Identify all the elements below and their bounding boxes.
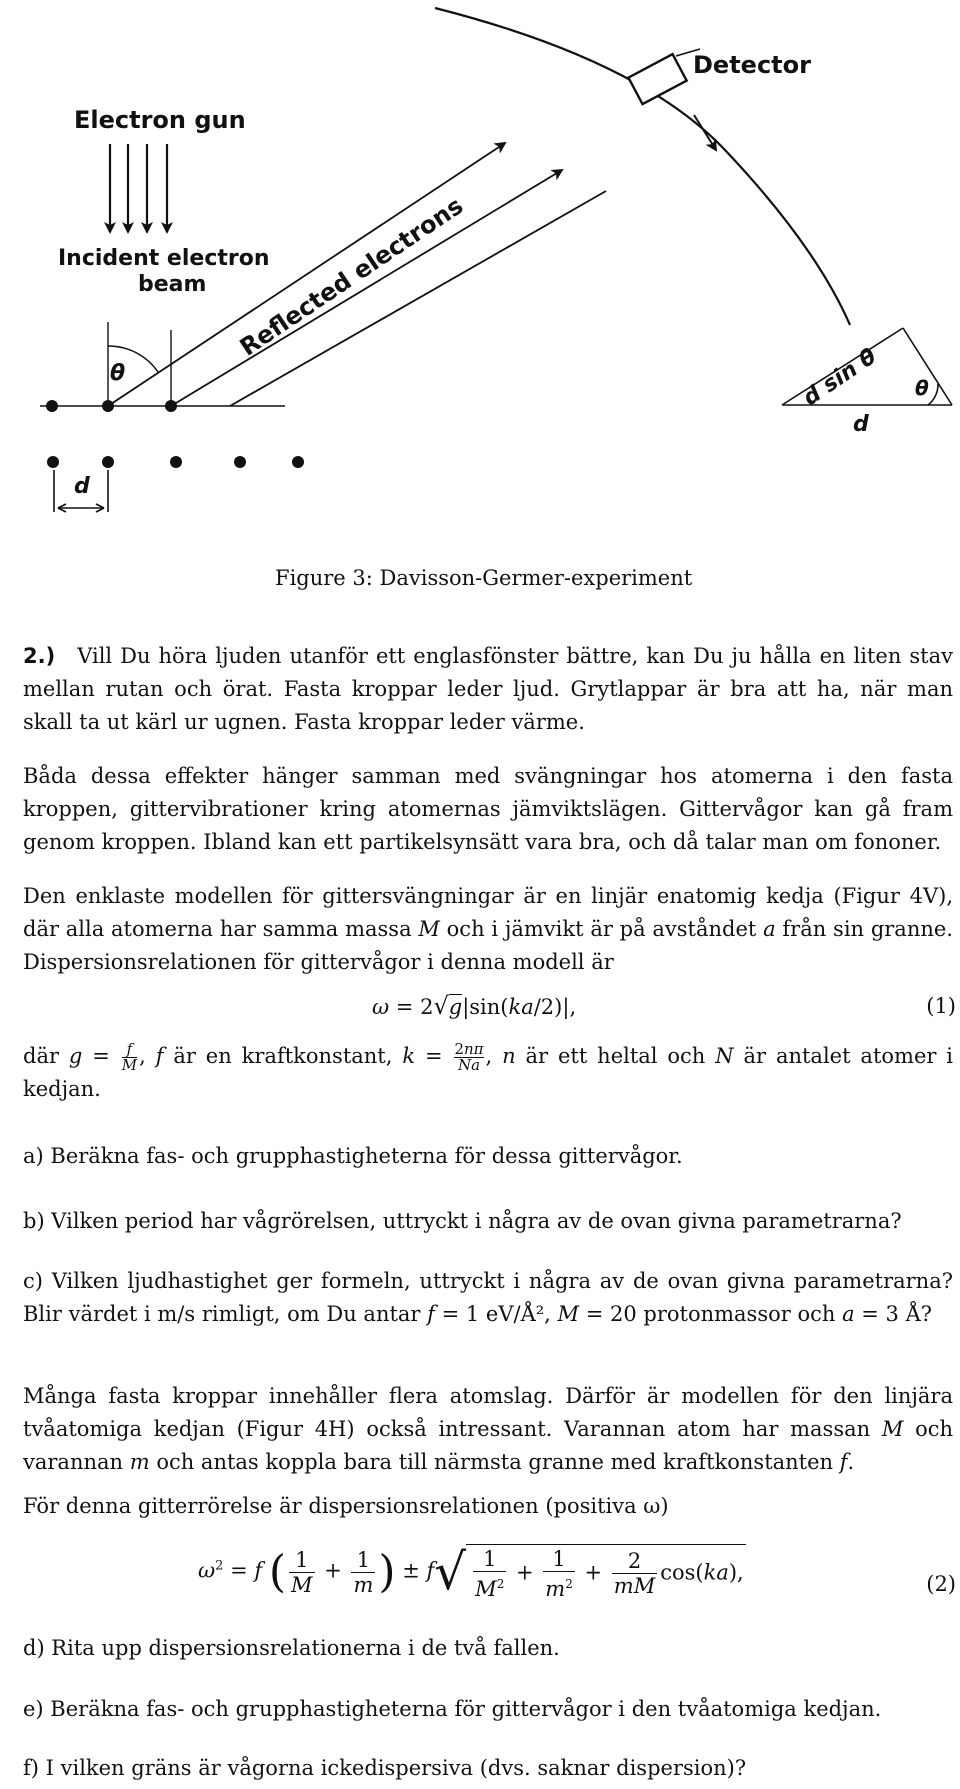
problem-paragraph-4: Många fasta kroppar innehåller flera atomslag. Därför är modellen för den linjära tvåatomiga kedjan (Figur 4H) också intressant. Varannan atom har massan M och varannan m och antas koppla bara till närmsta granne med kraftkonstanten f. — [23, 1384, 954, 1474]
figure-caption: Figure 3: Davisson-Germer-experiment — [275, 566, 693, 590]
problem-paragraph-1: 2.) Vill Du höra ljuden utanför ett englasfönster bättre, kan Du ju hålla en liten stav mellan rutan och örat. Fasta kroppar leder ljud. Grytlappar är bra att ha, när man skall ta ut kärl ur ugnen. Fasta kroppar leder värme. — [23, 644, 953, 734]
problem-number: 2.) — [23, 644, 56, 668]
d-label: d — [74, 474, 90, 499]
incident-beam-label-line1: Incident electron — [58, 246, 270, 271]
electron-gun-label: Electron gun — [74, 106, 246, 134]
question-c: c) Vilken ljudhastighet ger formeln, uttryckt i några av de ovan givna parametrarna? Blir värdet i m/s rimligt, om Du antar f = 1 eV/Å², M = 20 protonmassor och a = 3 Å? — [23, 1269, 953, 1326]
detector-box — [628, 54, 686, 104]
triangle-theta-label: θ — [915, 376, 929, 400]
detector-label: Detector — [693, 51, 811, 79]
equation-1-number: (1) — [926, 994, 956, 1018]
question-d: d) Rita upp dispersionsrelationerna i de två fallen. — [23, 1636, 560, 1660]
question-a: a) Beräkna fas- och grupphastigheterna för dessa gittervågor. — [23, 1144, 683, 1168]
question-f: f) I vilken gräns är vågorna ickedispersiva (dvs. saknar dispersion)? — [23, 1756, 747, 1780]
problem-paragraph-2: Båda dessa effekter hänger samman med svängningar hos atomerna i den fasta kroppen, gittervibrationer kring atomernas jämviktslägen. Gittervågor kan gå fram genom kroppen. Ibland kan ett partikelsynsätt vara bra, och då talar man om fononer. — [23, 764, 953, 854]
question-b: b) Vilken period har vågrörelsen, uttryckt i några av de ovan givna parametrarna? — [23, 1209, 902, 1233]
equation-2-number: (2) — [926, 1572, 956, 1596]
question-e: e) Beräkna fas- och grupphastigheterna för gittervågor i den tvåatomiga kedjan. — [23, 1697, 882, 1721]
theta-label: θ — [110, 361, 126, 386]
reflected-electrons-label: Reflected electrons — [234, 191, 469, 362]
problem-paragraph-5: För denna gitterrörelse är dispersionsrelationen (positiva ω) — [23, 1494, 669, 1518]
d-sin-theta-label: d sin θ — [798, 344, 882, 412]
equation-1: ω = 2√g|sin(ka/2)|, — [372, 992, 577, 1020]
surface-atoms — [46, 400, 304, 468]
incident-beam-arrows — [110, 144, 167, 232]
triangle-d-label: d — [853, 412, 869, 437]
davisson-germer-figure — [0, 0, 960, 520]
problem-paragraph-3: Den enklaste modellen för gittersvängningar är en linjär enatomig kedja (Figur 4V), där alla atomerna har samma massa M och i jämvikt är på avståndet a från sin granne. Dispersionsrelationen för gittervågor i denna modell är — [23, 884, 953, 974]
incident-beam-label-line2: beam — [138, 272, 207, 297]
equation-2: $\omega^2 = f$ ( $\frac{1}{M}$ + $\frac{1}{m}$ ) ± f√ $\frac{1}{M^2}$ + $\frac{1}{m^2}$ + $\frac{2}{mM}$ cos(ka), — [198, 1543, 744, 1601]
definitions-paragraph: där g = $\frac{f}{M}$ , f är en kraftkonstant, k = $\frac{2n\pi}{Na}$ , n är ett heltal och N är antalet atomer i kedjan. — [23, 1040, 954, 1101]
